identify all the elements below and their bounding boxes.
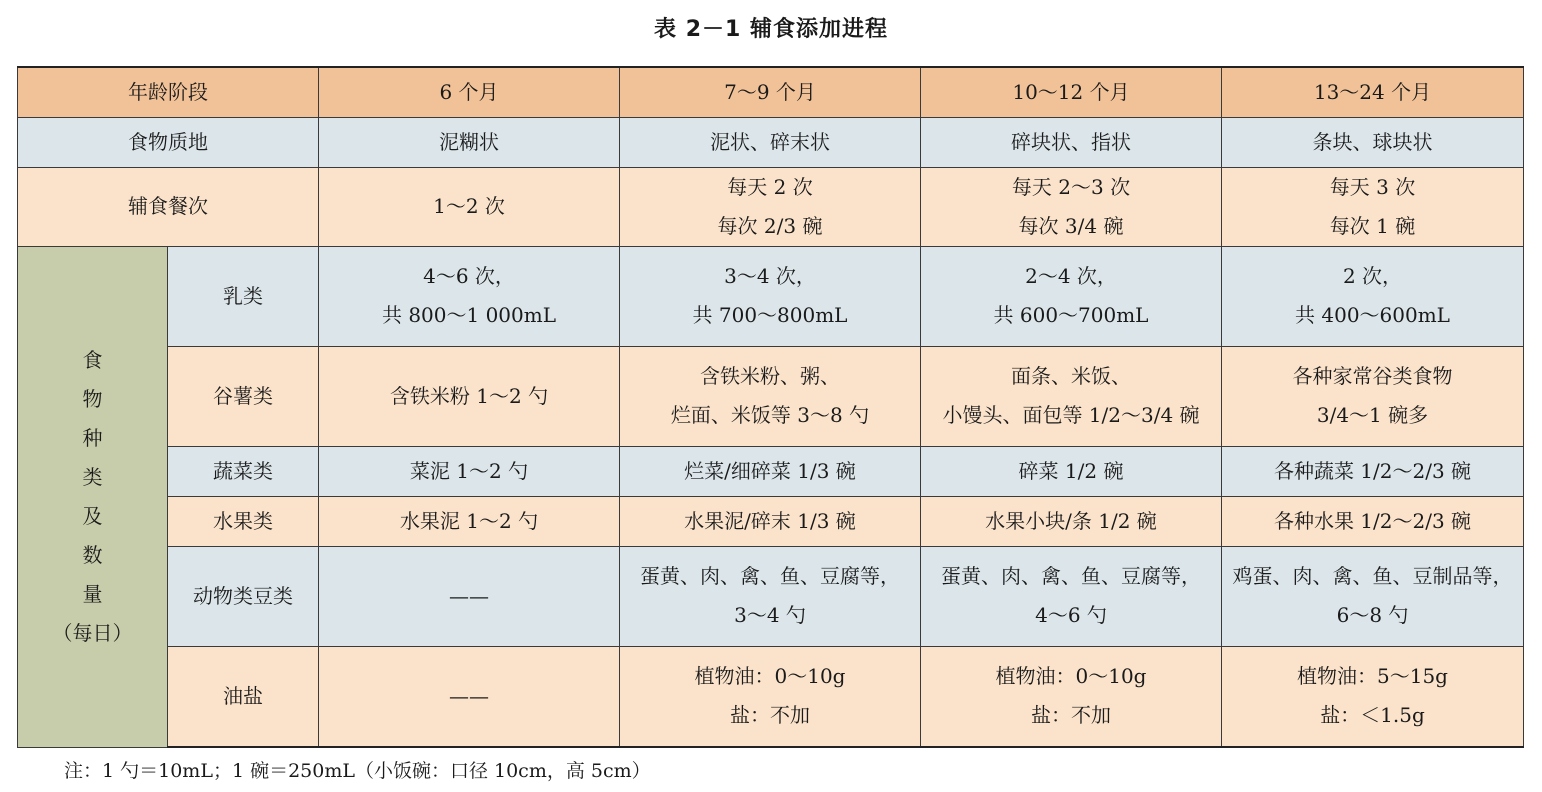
side-char: 及 [82,503,103,528]
oil-cell [620,646,921,747]
food-category-side-label [18,246,168,747]
meals-cell: 1～2 次 [319,167,620,246]
cell-line: 每次 2/3 碗 [717,213,823,238]
fruit-cell: 水果泥/碎末 1/3 碗 [620,496,921,546]
animal-cell: —— [319,546,620,646]
grain-cell: 含铁米粉 1～2 勺 [319,346,620,446]
meals-cell [620,167,921,246]
milk-cell [319,246,620,346]
texture-cell: 泥状、碎末状 [620,117,921,167]
veg-cell: 烂菜/细碎菜 1/3 碗 [620,446,921,496]
header-col-2: 7～9 个月 [620,67,921,117]
cell-line: 每天 2 次 [727,174,813,199]
oil-cell [1222,646,1524,747]
cell-line: 各种家常谷类食物 [1292,364,1453,388]
grain-cell [921,346,1222,446]
fruit-label: 水果类 [168,496,319,546]
header-col-1: 6 个月 [319,67,620,117]
cell-line: 每天 2～3 次 [1011,174,1131,199]
animal-cell [1222,546,1524,646]
oil-row [18,646,1524,747]
cell-line: 面条、米饭、 [1011,364,1131,388]
animal-label: 动物类豆类 [168,546,319,646]
side-char: 数 [82,542,103,567]
cell-line: 2～4 次， [1025,264,1117,288]
cell-line: 共 600～700mL [993,303,1149,327]
cell-line: 含铁米粉、粥、 [700,364,840,388]
side-label-text [53,341,133,653]
meals-row [18,167,1524,246]
side-char: 食 [82,347,103,372]
meals-cell [1222,167,1524,246]
cell-line: 植物油：0～10g [694,664,846,689]
cell-line: 3～4 勺 [734,603,806,627]
side-char: 类 [82,464,103,489]
milk-cell [921,246,1222,346]
side-char: 量 [82,581,103,606]
grain-cell [1222,346,1524,446]
texture-cell: 条块、球块状 [1222,117,1524,167]
cell-line: 每次 1 碗 [1329,213,1416,238]
cell-line: 6～8 勺 [1336,603,1409,627]
table-footnote: 注：1 勺＝10mL；1 碗＝250mL（小饭碗：口径 10cm，高 5cm） [64,760,651,782]
side-char: 种 [82,425,103,450]
cell-line: 盐：不加 [1031,703,1111,728]
veg-label: 蔬菜类 [168,446,319,496]
cell-line: 蛋黄、肉、禽、鱼、豆腐等， [941,564,1201,588]
cell-line: 烂面、米饭等 3～8 勺 [670,403,870,427]
texture-label: 食物质地 [18,117,319,167]
cell-line: 盐：不加 [730,703,810,728]
cell-line: 4～6 次， [423,264,515,288]
grain-label: 谷薯类 [168,346,319,446]
cell-line: 3/4～1 碗多 [1316,403,1429,427]
side-char: 物 [82,386,103,411]
animal-cell [620,546,921,646]
cell-line: 鸡蛋、肉、禽、鱼、豆制品等， [1232,564,1513,588]
cell-line: 共 800～1 000mL [381,303,557,327]
fruit-row [18,496,1524,546]
milk-label: 乳类 [168,246,319,346]
grain-row [18,346,1524,446]
header-row [18,67,1524,117]
cell-line: 每次 3/4 碗 [1018,213,1124,238]
side-char: （每日） [52,620,133,645]
header-age-stage: 年龄阶段 [18,67,319,117]
cell-line: 小馒头、面包等 1/2～3/4 碗 [942,403,1200,427]
cell-line: 每天 3 次 [1329,174,1416,199]
cell-line: 3～4 次， [724,264,816,288]
texture-row [18,117,1524,167]
animal-row [18,546,1524,646]
oil-cell: —— [319,646,620,747]
cell-line: 共 400～600mL [1295,303,1450,327]
cell-line: 共 700～800mL [692,303,848,327]
milk-cell [1222,246,1524,346]
animal-cell [921,546,1222,646]
cell-line: 2 次， [1342,264,1403,288]
veg-cell: 碎菜 1/2 碗 [921,446,1222,496]
oil-cell [921,646,1222,747]
fruit-cell: 水果泥 1～2 勺 [319,496,620,546]
table-title: 表 2－1 辅食添加进程 [654,17,888,42]
veg-cell: 菜泥 1～2 勺 [319,446,620,496]
oil-label: 油盐 [168,646,319,747]
header-col-4: 13～24 个月 [1222,67,1524,117]
milk-row [18,246,1524,346]
cell-line: 植物油：0～10g [995,664,1147,689]
veg-cell: 各种蔬菜 1/2～2/3 碗 [1222,446,1524,496]
grain-cell [620,346,921,446]
milk-cell [620,246,921,346]
fruit-cell: 水果小块/条 1/2 碗 [921,496,1222,546]
meals-label: 辅食餐次 [18,167,319,246]
cell-line: 盐：＜1.5g [1320,703,1425,728]
cell-line: 4～6 勺 [1035,603,1107,627]
texture-cell: 泥糊状 [319,117,620,167]
fruit-cell: 各种水果 1/2～2/3 碗 [1222,496,1524,546]
feeding-table [17,66,1524,748]
veg-row [18,446,1524,496]
texture-cell: 碎块状、指状 [921,117,1222,167]
cell-line: 植物油：5～15g [1297,664,1448,689]
header-col-3: 10～12 个月 [921,67,1222,117]
meals-cell [921,167,1222,246]
cell-line: 蛋黄、肉、禽、鱼、豆腐等， [640,564,900,588]
